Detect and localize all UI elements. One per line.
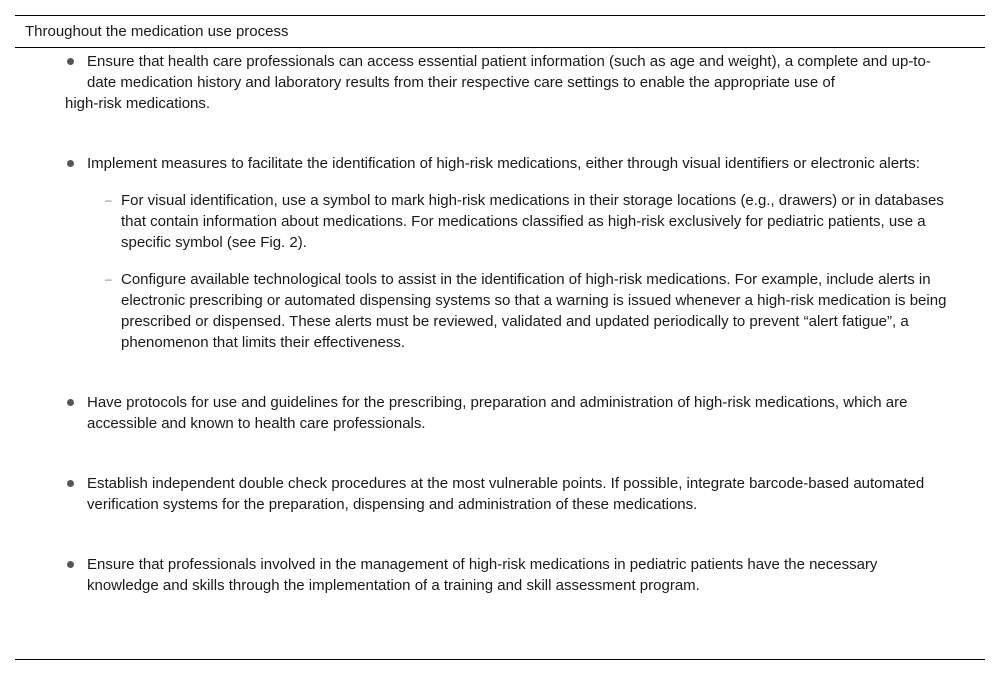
table-top-rule: [15, 15, 985, 16]
dash-icon: –: [105, 272, 112, 286]
table-header-rule: [15, 47, 985, 48]
recommendations-table: [15, 15, 985, 660]
bullet-icon: [67, 399, 74, 406]
list-item-text: Have protocols for use and guidelines for the prescribing, preparation and administration of high-risk medications, which are accessible and known to health care professionals.: [87, 394, 908, 432]
list-item-text: Establish independent double check procedures at the most vulnerable points. If possible, integrate barcode-based automated verification systems for the preparation, dispensing and administration of these medications.: [87, 475, 925, 513]
list-item: [65, 153, 950, 353]
list-item: [65, 51, 950, 114]
sub-list-item-text: For visual identification, use a symbol to mark high-risk medications in their storage locations (e.g., drawers) or in databases that contain information about medications. For medications classified as high-risk exclusively for pediatric patients, use a specific symbol (see Fig. 2).: [121, 192, 944, 251]
bullet-icon: [67, 160, 74, 167]
table-bottom-rule: [15, 659, 985, 660]
dash-icon: –: [105, 193, 112, 207]
list-item: [65, 554, 950, 596]
recommendation-list: [65, 51, 950, 596]
list-item-text-tail: high-risk medications.: [65, 95, 211, 112]
list-item-text: Implement measures to facilitate the identification of high-risk medications, either through visual identifiers or electronic alerts:: [87, 155, 920, 172]
sub-list: [105, 190, 950, 353]
bullet-icon: [67, 58, 74, 65]
list-item-text: Ensure that health care professionals can access essential patient information (such as age and weight), a complete and up-to-date medication history and laboratory results from their respective care settings to enable the appropriate use of: [87, 53, 931, 91]
sub-list-item-text: Configure available technological tools to assist in the identification of high-risk medications. For example, include alerts in electronic prescribing or automated dispensing systems so that a warning is issued whenever a high-risk medication is being prescribed or dispensed. These alerts must be reviewed, validated and updated periodically to prevent “alert fatigue”, a phenomenon that limits their effectiveness.: [121, 271, 947, 351]
sub-list-item: [105, 190, 950, 253]
bullet-icon: [67, 561, 74, 568]
list-item: [65, 392, 950, 434]
sub-list-item: [105, 269, 950, 353]
bullet-icon: [67, 480, 74, 487]
list-item: [65, 473, 950, 515]
list-item-text: Ensure that professionals involved in the management of high-risk medications in pediatric patients have the necessary knowledge and skills through the implementation of a training and skill assessment program.: [87, 556, 878, 594]
table-header: Throughout the medication use process: [25, 23, 289, 40]
